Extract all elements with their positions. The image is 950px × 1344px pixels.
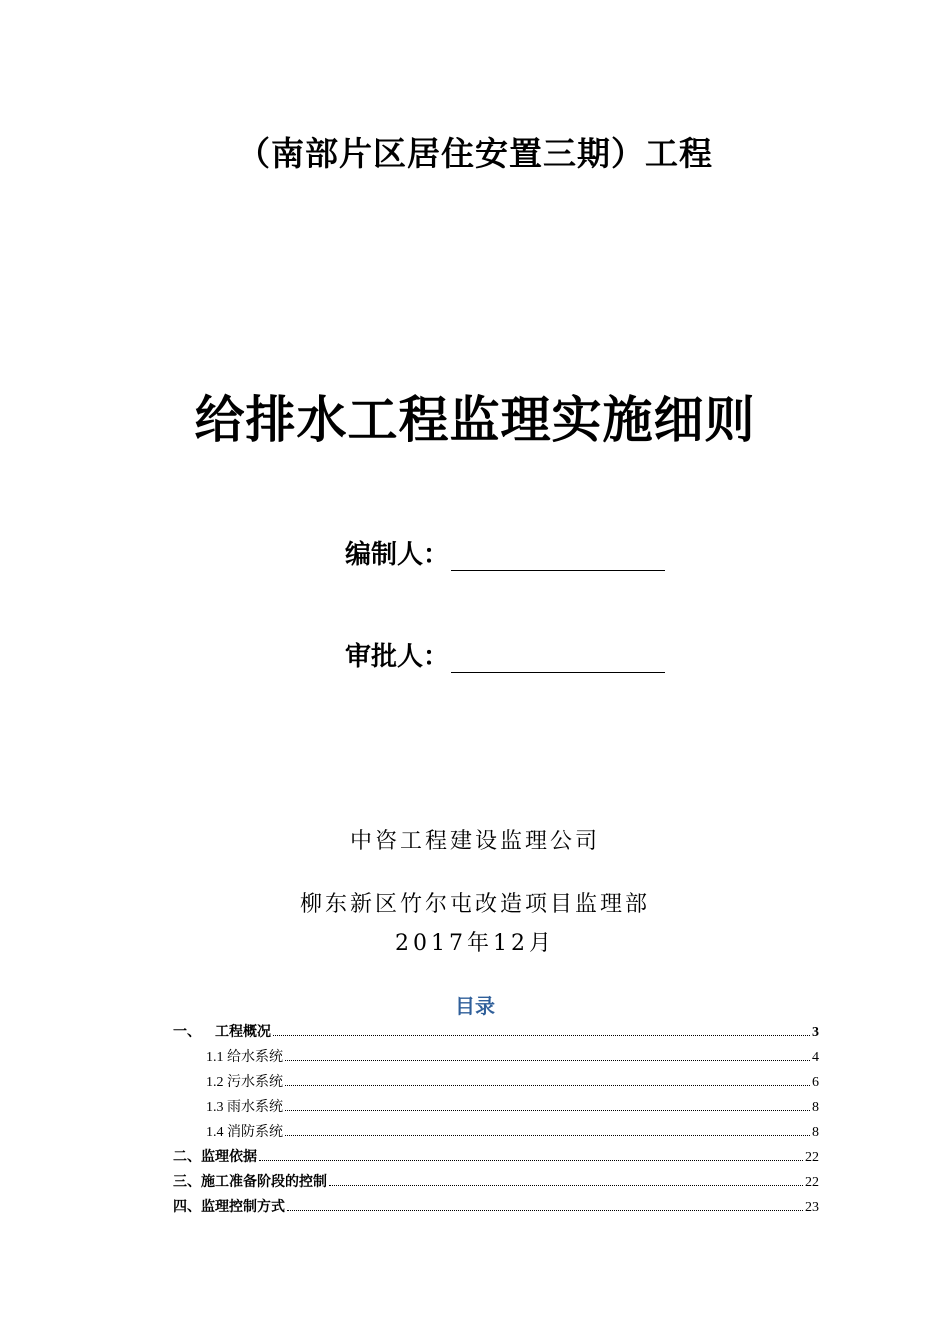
approver-signature-row (345, 636, 665, 673)
toc-entry-1-1[interactable] (206, 1046, 819, 1068)
toc-entry-number: 三、 (173, 1175, 201, 1190)
toc-entry-page: 23 (805, 1200, 819, 1215)
editor-signature-line (451, 544, 665, 571)
editor-label: 编制人： (345, 540, 450, 570)
toc-entry-label: 工程概况 (215, 1025, 271, 1040)
document-subtitle: （南部片区居住安置三期）工程 (237, 134, 713, 173)
toc-entry-1-2[interactable] (206, 1071, 819, 1093)
toc-entry-label: 1.1 给水系统 (206, 1050, 283, 1065)
toc-entry-page: 8 (812, 1100, 819, 1115)
approver-signature-line (451, 646, 665, 673)
toc-leader-dots (285, 1124, 810, 1136)
document-date: 2017年12月 (395, 931, 555, 956)
toc-entry-label: 监理控制方式 (201, 1200, 285, 1215)
toc-leader-dots (273, 1024, 810, 1036)
toc-entry-page: 6 (812, 1075, 819, 1090)
toc-leader-dots (285, 1049, 810, 1061)
toc-entry-page: 8 (812, 1125, 819, 1140)
toc-entry-1-3[interactable] (206, 1096, 819, 1118)
approver-label: 审批人： (345, 642, 450, 672)
department-name: 柳东新区竹尔屯改造项目监理部 (299, 892, 650, 917)
toc-entry-page: 22 (805, 1150, 819, 1165)
toc-entry-number: 四、 (173, 1200, 201, 1215)
toc-leader-dots (285, 1074, 810, 1086)
toc-entry-1[interactable] (173, 1021, 819, 1043)
toc-entry-number: 一、 (173, 1025, 201, 1040)
toc-entry-1-4[interactable] (206, 1121, 819, 1143)
toc-entry-label: 1.3 雨水系统 (206, 1100, 283, 1115)
company-name: 中咨工程建设监理公司 (349, 829, 600, 854)
editor-signature-row (345, 534, 665, 571)
toc-entry-page: 22 (805, 1175, 819, 1190)
toc-entry-label: 1.2 污水系统 (206, 1075, 283, 1090)
toc-title: 目录 (455, 994, 495, 1018)
toc-entry-3[interactable] (173, 1171, 819, 1193)
toc-entry-page: 4 (812, 1050, 819, 1065)
toc-entry-2[interactable] (173, 1146, 819, 1168)
toc-entry-label: 监理依据 (201, 1150, 257, 1165)
toc-leader-dots (329, 1174, 803, 1186)
toc-leader-dots (259, 1149, 803, 1161)
toc-entry-page: 3 (812, 1025, 819, 1040)
toc-entry-label: 施工准备阶段的控制 (201, 1175, 327, 1190)
toc-leader-dots (285, 1099, 810, 1111)
toc-leader-dots (287, 1199, 803, 1211)
toc-entry-4[interactable] (173, 1196, 819, 1218)
toc-entry-label: 1.4 消防系统 (206, 1125, 283, 1140)
toc-entry-number: 二、 (173, 1150, 201, 1165)
document-title: 给排水工程监理实施细则 (194, 391, 756, 449)
